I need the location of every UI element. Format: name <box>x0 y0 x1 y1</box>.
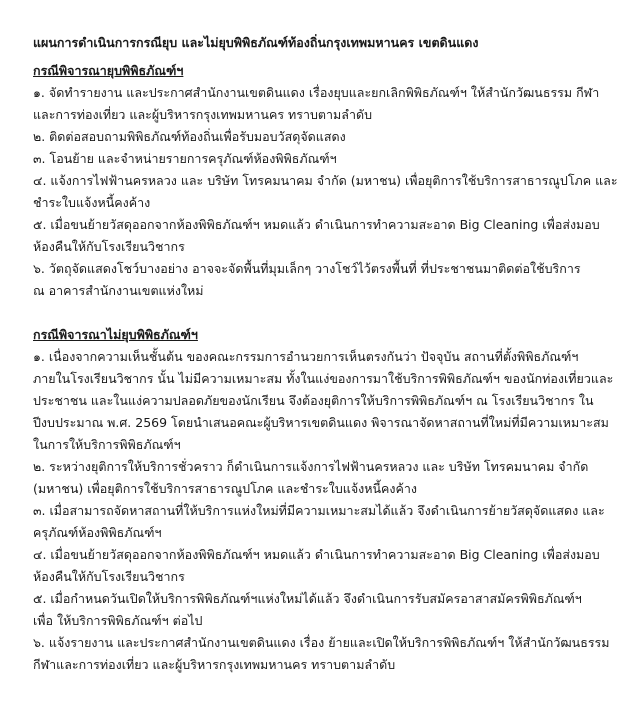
list-item <box>33 588 613 632</box>
list-item <box>33 346 613 456</box>
list-item-line: ห้องคืนให้กับโรงเรียนวิชากร <box>33 569 185 584</box>
list-item-line: ๕. เมื่อขนย้ายวัสดุออกจากห้องพิพิธภัณฑ์ฯ หมดแล้ว ดำเนินการทำความสะอาด Big Cleaning เพื่อส่งมอบ <box>33 217 600 232</box>
list-item-line: เพื่อ ให้บริการพิพิธภัณฑ์ฯ ต่อไป <box>33 613 203 628</box>
document-page <box>33 32 618 676</box>
list-item-line: ๖. แจ้งรายงาน และประกาศสำนักงานเขตดินแดง เรื่อง ย้ายและเปิดให้บริการพิพิธภัณฑ์ฯ ให้สำนักวัฒนธรรม <box>33 635 610 650</box>
list-item-line: ภายในโรงเรียนวิชากร นั้น ไม่มีความเหมาะสม ทั้งในแง่ของการมาใช้บริการพิพิธภัณฑ์ฯ ของนักท่องเที่ยวและ <box>33 371 614 386</box>
section-dissolve-list <box>33 82 618 302</box>
list-item-line: และการท่องเที่ยว และผู้บริหารกรุงเทพมหานคร ทราบตามลำดับ <box>33 107 373 122</box>
list-item <box>33 632 613 676</box>
list-item-line: ๕. เมื่อกำหนดวันเปิดให้บริการพิพิธภัณฑ์ฯแห่งใหม่ได้แล้ว จึงดำเนินการรับสมัครอาสาสมัครพิพิธภัณฑ์ฯ <box>33 591 582 606</box>
list-item <box>33 126 613 148</box>
document-title: แผนการดำเนินการกรณียุบ และไม่ยุบพิพิธภัณฑ์ท้องถิ่นกรุงเทพมหานคร เขตดินแดง <box>33 35 479 50</box>
list-item-line: กีฬาและการท่องเที่ยว และผู้บริหารกรุงเทพมหานคร ทราบตามลำดับ <box>33 657 396 672</box>
list-item-line: ๓. โอนย้าย และจำหน่ายรายการครุภัณฑ์ห้องพิพิธภัณฑ์ฯ <box>33 151 337 166</box>
list-item <box>33 456 613 500</box>
list-item <box>33 148 613 170</box>
section-dissolve-heading: กรณีพิจารณายุบพิพิธภัณฑ์ฯ <box>33 63 184 78</box>
list-item-line: ครุภัณฑ์ห้องพิพิธภัณฑ์ฯ <box>33 525 162 540</box>
list-item-line: ๑. เนื่องจากความเห็นชั้นต้น ของคณะกรรมการอำนวยการเห็นตรงกันว่า ปัจจุบัน สถานที่ตั้งพิพิธภัณฑ์ฯ <box>33 349 579 364</box>
section-dissolve <box>33 60 618 302</box>
list-item-line: ๓. เมื่อสามารถจัดหาสถานที่ให้บริการแห่งใหม่ที่มีความเหมาะสมได้แล้ว จึงดำเนินการย้ายวัสดุจัดแสดง และ <box>33 503 605 518</box>
list-item-line: ปีงบประมาณ พ.ศ. 2569 โดยนำเสนอคณะผู้บริหารเขตดินแดง พิจารณาจัดหาสถานที่ใหม่ที่มีความเหมาะสม <box>33 415 609 430</box>
list-item <box>33 214 613 258</box>
list-item <box>33 170 618 214</box>
list-item <box>33 500 613 544</box>
list-item-line: (มหาชน) เพื่อยุติการใช้บริการสาธารณูปโภค และชำระใบแจ้งหนี้คงค้าง <box>33 481 418 496</box>
list-item-line: ๔. แจ้งการไฟฟ้านครหลวง และ บริษัท โทรคมนาคม จำกัด (มหาชน) เพื่อยุติการใช้บริการสาธารณูปโภค และ <box>33 173 618 188</box>
list-item-line: ๔. เมื่อขนย้ายวัสดุออกจากห้องพิพิธภัณฑ์ฯ หมดแล้ว ดำเนินการทำความสะอาด Big Cleaning เพื่อส่งมอบ <box>33 547 600 562</box>
section-keep <box>33 324 613 676</box>
list-item-line: ๑. จัดทำรายงาน และประกาศสำนักงานเขตดินแดง เรื่องยุบและยกเลิกพิพิธภัณฑ์ฯ ให้สำนักวัฒนธรรม กีฬา <box>33 85 600 100</box>
list-item-line: ๖. วัตถุจัดแสดงโชว์บางอย่าง อาจจะจัดพื้นที่มุมเล็กๆ วางโชว์ไว้ตรงพื้นที่ ที่ประชาชนมาติดต่อใช้บริการ <box>33 261 581 276</box>
list-item <box>33 82 613 126</box>
list-item-line: ประชาชน และในแง่ความปลอดภัยของนักเรียน จึงต้องยุติการให้บริการพิพิธภัณฑ์ฯ ณ โรงเรียนวิชากร ใน <box>33 393 594 408</box>
list-item <box>33 544 613 588</box>
list-item-line: ๒. ระหว่างยุติการให้บริการชั่วคราว ก็ดำเนินการแจ้งการไฟฟ้านครหลวง และ บริษัท โทรคมนาคม จำกัด <box>33 459 589 474</box>
section-keep-heading: กรณีพิจารณาไม่ยุบพิพิธภัณฑ์ฯ <box>33 327 198 342</box>
list-item <box>33 258 613 302</box>
list-item-line: ห้องคืนให้กับโรงเรียนวิชากร <box>33 239 185 254</box>
list-item-line: ในการให้บริการพิพิธภัณฑ์ฯ <box>33 437 181 452</box>
section-spacer <box>33 302 613 324</box>
section-keep-list <box>33 346 613 676</box>
list-item-line: ชำระใบแจ้งหนี้คงค้าง <box>33 195 151 210</box>
list-item-line: ๒. ติดต่อสอบถามพิพิธภัณฑ์ท้องถิ่นเพื่อรับมอบวัสดุจัดแสดง <box>33 129 346 144</box>
list-item-line: ณ อาคารสำนักงานเขตแห่งใหม่ <box>33 283 204 298</box>
